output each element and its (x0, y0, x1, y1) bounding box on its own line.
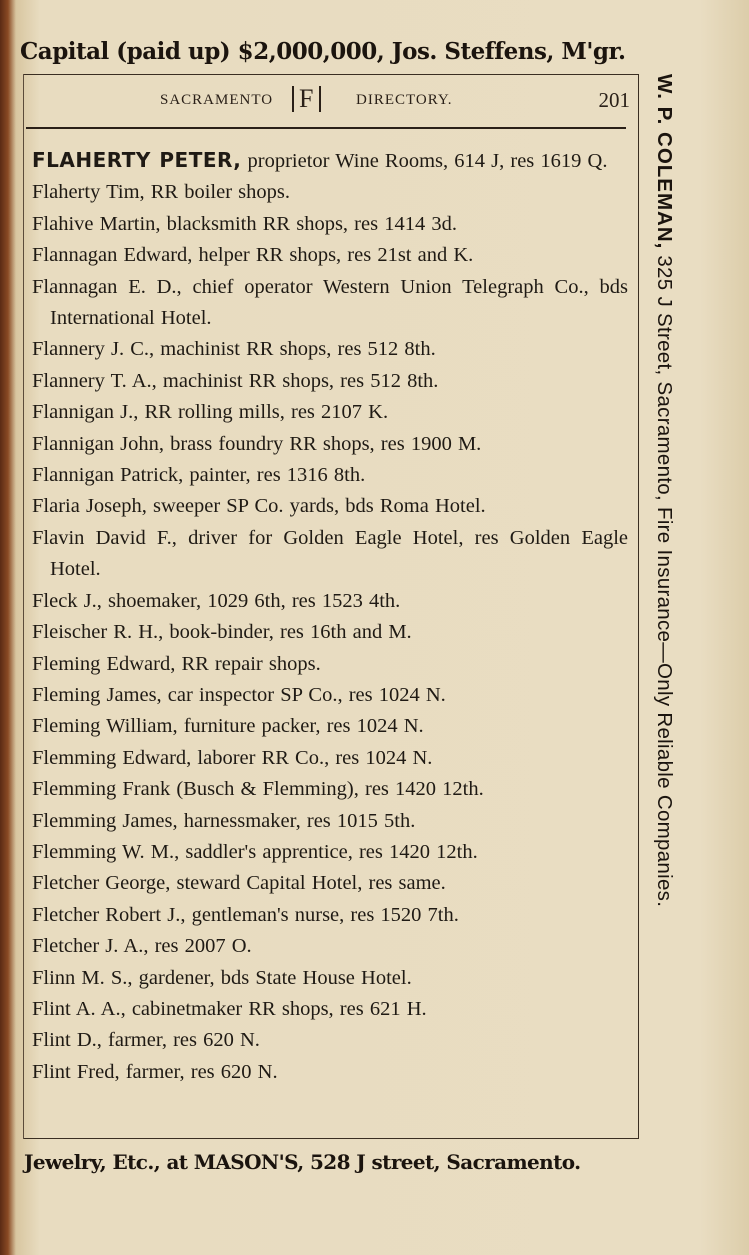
directory-entry (32, 145, 628, 177)
entry-name: FLAHERTY PETER, (32, 148, 242, 172)
directory-entry (32, 491, 628, 522)
directory-entry (32, 649, 628, 680)
entry-text: Flannagan Edward, helper RR shops, res 21st and K. (32, 244, 474, 267)
entry-text: proprietor Wine Rooms, 614 J, res 1619 Q. (241, 150, 608, 172)
entry-text: Fleischer R. H., book-binder, res 16th and M. (32, 621, 412, 644)
entry-text: Flannery T. A., machinist RR shops, res 512 8th. (32, 369, 439, 392)
directory-entry (32, 900, 628, 931)
entry-text: Flemming Frank (Busch & Flemming), res 1420 12th. (32, 778, 484, 801)
directory-entry (32, 209, 628, 240)
directory-entry (32, 429, 628, 460)
directory-entry (32, 994, 628, 1025)
side-ad-text: 325 J Street, Sacramento, Fire Insurance—Only Reliable Companies. (653, 249, 676, 908)
entry-text: Flemming W. M., saddler's apprentice, res 1420 12th. (32, 840, 478, 863)
bottom-rule (24, 1138, 638, 1139)
directory-entry (32, 837, 628, 868)
directory-entry (32, 963, 628, 994)
entry-text: Fleming James, car inspector SP Co., res 1024 N. (32, 683, 446, 706)
header-rule (26, 127, 626, 129)
entry-text: Flinn M. S., gardener, bds State House Hotel. (32, 966, 412, 989)
entry-text: Fleming Edward, RR repair shops. (32, 652, 321, 675)
entry-text: Flannagan E. D., chief operator Western Union Telegraph Co., bds International Hotel. (32, 275, 628, 330)
entry-text: Flint A. A., cabinetmaker RR shops, res 621 H. (32, 997, 427, 1020)
directory-entry (32, 711, 628, 742)
directory-entry (32, 397, 628, 428)
directory-entries (32, 145, 628, 1088)
frame-right-rule (638, 74, 639, 1139)
bottom-advertisement: Jewelry, Etc., at MASON'S, 528 J street, Sacramento. (24, 1150, 581, 1174)
directory-entry (32, 1057, 628, 1088)
entry-text: Flavin David F., driver for Golden Eagle Hotel, res Golden Eagle Hotel. (32, 526, 628, 581)
entry-text: Fleck J., shoemaker, 1029 6th, res 1523 4th. (32, 589, 401, 612)
directory-entry (32, 806, 628, 837)
directory-entry (32, 743, 628, 774)
directory-entry (32, 240, 628, 271)
entry-text: Fleming William, furniture packer, res 1024 N. (32, 715, 424, 738)
frame-left-rule (23, 74, 24, 1139)
running-head (160, 84, 630, 118)
directory-entry (32, 868, 628, 899)
entry-text: Fletcher George, steward Capital Hotel, res same. (32, 872, 446, 895)
running-head-letter: F (292, 86, 321, 112)
directory-entry (32, 931, 628, 962)
directory-entry (32, 177, 628, 208)
entry-text: Flaria Joseph, sweeper SP Co. yards, bds Roma Hotel. (32, 495, 486, 518)
running-head-city: SACRAMENTO (160, 92, 274, 108)
directory-entry (32, 523, 628, 586)
directory-entry (32, 334, 628, 365)
entry-text: Flint D., farmer, res 620 N. (32, 1029, 260, 1052)
entry-text: Flannigan Patrick, painter, res 1316 8th. (32, 464, 366, 487)
top-advertisement: Capital (paid up) $2,000,000, Jos. Steffens, M'gr. (20, 38, 626, 65)
entry-text: Fletcher Robert J., gentleman's nurse, res 1520 7th. (32, 903, 459, 926)
directory-entry (32, 366, 628, 397)
top-rule (24, 74, 639, 75)
entry-text: Flannery J. C., machinist RR shops, res 512 8th. (32, 338, 436, 361)
entry-text: Flahive Martin, blacksmith RR shops, res 1414 3d. (32, 212, 457, 235)
directory-entry (32, 1025, 628, 1056)
side-ad-name: W. P. COLEMAN, (653, 74, 676, 250)
entry-text: Flaherty Tim, RR boiler shops. (32, 181, 291, 204)
page-number: 201 (598, 88, 630, 112)
entry-text: Flint Fred, farmer, res 620 N. (32, 1060, 278, 1083)
entry-text: Flannigan J., RR rolling mills, res 2107 K. (32, 401, 389, 424)
directory-entry (32, 272, 628, 335)
directory-entry (32, 460, 628, 491)
directory-entry (32, 680, 628, 711)
running-head-section: DIRECTORY. (356, 92, 453, 108)
directory-entry (32, 774, 628, 805)
entry-text: Flemming Edward, laborer RR Co., res 1024 N. (32, 746, 433, 769)
directory-entry (32, 617, 628, 648)
side-advertisement-text (652, 74, 676, 1149)
directory-entry (32, 586, 628, 617)
entry-text: Flemming James, harnessmaker, res 1015 5th. (32, 809, 416, 832)
entry-text: Flannigan John, brass foundry RR shops, res 1900 M. (32, 432, 482, 455)
entry-text: Fletcher J. A., res 2007 O. (32, 935, 252, 958)
